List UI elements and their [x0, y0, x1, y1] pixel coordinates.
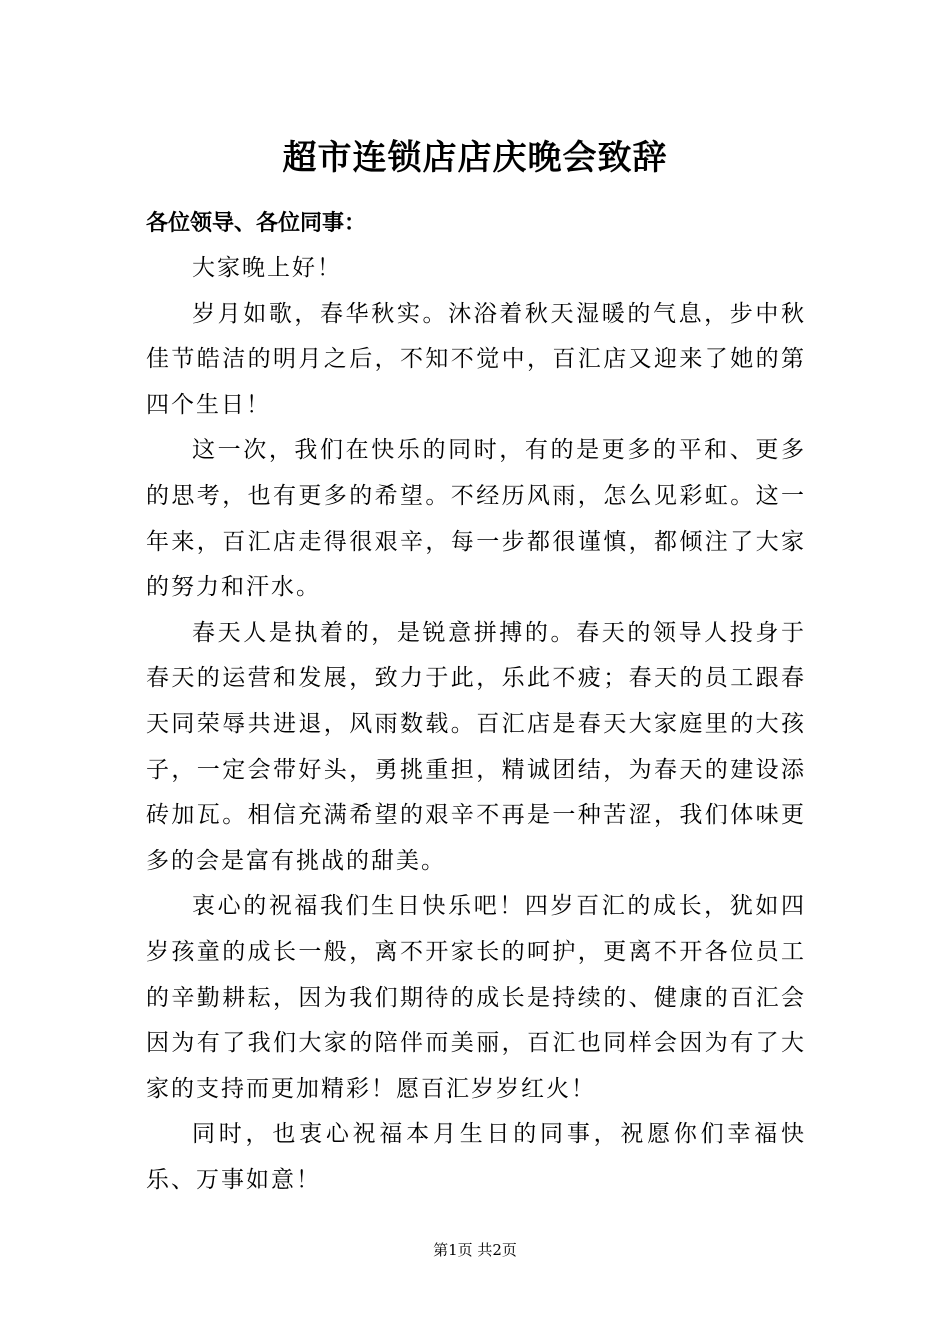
paragraph-greeting: 大家晚上好！: [192, 255, 342, 281]
paragraph: 岁月如歌，春华秋实。沐浴着秋天湿暖的气息，步中秋佳节皓洁的明月之后，不知不觉中，百汇店又迎来了她的第四个生日！: [146, 300, 806, 418]
paragraph: 衷心的祝福我们生日快乐吧！四岁百汇的成长，犹如四岁孩童的成长一般，离不开家长的呵护，更离不开各位员工的辛勤耕耘，因为我们期待的成长是持续的、健康的百汇会因为有了我们大家的陪伴而美丽，百汇也同样会因为有了大家的支持而更加精彩！愿百汇岁岁红火！: [146, 893, 806, 1102]
paragraph: 同时，也衷心祝福本月生日的同事，祝愿你们幸福快乐、万事如意！: [146, 1121, 806, 1193]
paragraph: 这一次，我们在快乐的同时，有的是更多的平和、更多的思考，也有更多的希望。不经历风雨，怎么见彩虹。这一年来，百汇店走得很艰辛，每一步都很谨慎，都倾注了大家的努力和汗水。: [146, 437, 806, 601]
salutation: 各位领导、各位同事：: [146, 211, 367, 236]
paragraph: 春天人是执着的，是锐意拼搏的。春天的领导人投身于春天的运营和发展，致力于此，乐此不疲；春天的员工跟春天同荣辱共进退，风雨数载。百汇店是春天大家庭里的大孩子，一定会带好头，勇挑重担，精诚团结，为春天的建设添砖加瓦。相信充满希望的艰辛不再是一种苦涩，我们体味更多的会是富有挑战的甜美。: [146, 619, 806, 874]
document-body: [146, 246, 806, 1203]
document-title: 超市连锁店店庆晚会致辞: [282, 138, 668, 178]
page-number-footer: 第1页 共2页: [433, 1241, 517, 1259]
